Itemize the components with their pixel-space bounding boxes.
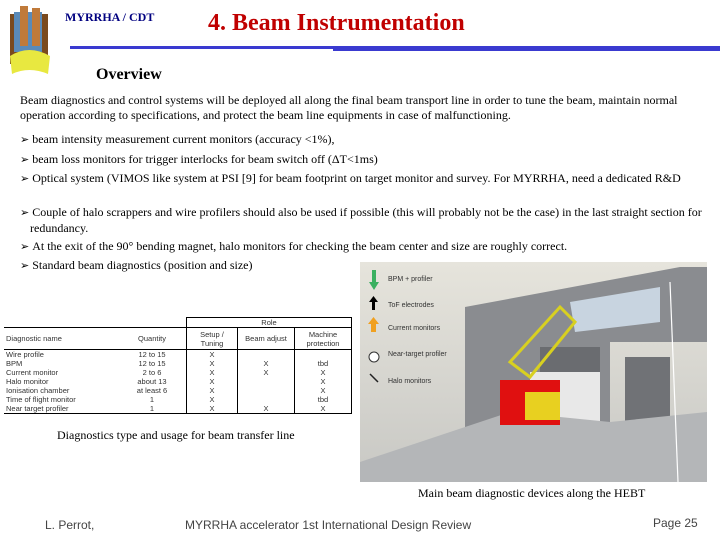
table-row (4, 377, 352, 386)
table-cell: X (238, 368, 295, 377)
table-cell: 12 to 15 (138, 350, 166, 359)
table-cell: Current monitor (6, 368, 59, 377)
table-cell: 1 (149, 395, 155, 404)
column-header: Quantity (118, 328, 187, 350)
column-header: Diagnostic name (4, 328, 118, 350)
arrow-bullet-icon: ➢ (20, 241, 30, 253)
table-cell: Time of flight monitor (6, 395, 76, 404)
table-row (4, 404, 352, 414)
table-row (4, 386, 352, 395)
arrow-bullet-icon: ➢ (20, 173, 30, 185)
hebt-diagram (360, 262, 707, 482)
table-row (4, 350, 352, 360)
table-cell: X (187, 377, 238, 386)
bullet-item: ➢ At the exit of the 90° bending magnet, halo monitors for checking the beam center and size are roughly correct. (20, 239, 568, 253)
table-cell: X (187, 359, 238, 368)
table-cell: BPM (6, 359, 23, 368)
bullet-item: ➢ beam loss monitors for trigger interlocks for beam switch off (ΔT<1ms) (20, 152, 378, 166)
table-cell (238, 395, 295, 404)
section-heading: Overview (96, 66, 162, 83)
table-cell: 12 to 15 (138, 359, 166, 368)
svg-text:Current monitors: Current monitors (388, 325, 441, 332)
table-cell: Ionisation chamber (6, 386, 70, 395)
svg-text:Halo monitors: Halo monitors (388, 378, 432, 385)
page-number: Page 25 (653, 516, 698, 530)
column-header: Machine protection (295, 328, 352, 350)
table-cell: X (187, 350, 238, 360)
table-cell: X (238, 359, 295, 368)
svg-text:ToF electrodes: ToF electrodes (388, 302, 434, 309)
near-target-profiler-icon (369, 352, 379, 362)
table-cell (295, 350, 352, 360)
svg-text:Near-target profiler: Near-target profiler (388, 351, 447, 358)
arrow-bullet-icon: ➢ (20, 207, 30, 219)
table-cell: tbd (295, 359, 352, 368)
figure-caption: Main beam diagnostic devices along the HEBT (418, 486, 646, 500)
column-header: Beam adjust (238, 328, 295, 350)
title-divider-thick (333, 46, 720, 51)
table-cell: at least 6 (136, 386, 168, 395)
table-cell: tbd (295, 395, 352, 404)
table-cell: 1 (118, 404, 187, 414)
role-header: Role (187, 318, 352, 328)
bullet-item: ➢ Optical system (VIMOS like system at PSI [9] for beam footprint on target monitor and survey. For MYRRHA, need a dedicated R&D (20, 171, 681, 185)
table-cell: Wire profile (6, 350, 44, 359)
table-cell: X (295, 404, 352, 414)
table-cell: X (187, 386, 238, 395)
table-cell (238, 350, 295, 360)
table-cell: about 13 (137, 377, 167, 386)
arrow-bullet-icon: ➢ (20, 154, 30, 166)
table-row (4, 368, 352, 377)
org-label: MYRRHA / CDT (65, 10, 155, 24)
table-cell: Halo monitor (6, 377, 49, 386)
slide-title: 4. Beam Instrumentation (208, 10, 465, 36)
myrrha-reactor-logo (4, 4, 60, 80)
footer-author: L. Perrot, (45, 518, 95, 532)
table-cell: X (295, 386, 352, 395)
table-caption: Diagnostics type and usage for beam transfer line (57, 428, 295, 442)
table-cell (238, 386, 295, 395)
svg-text:BPM + profiler: BPM + profiler (388, 276, 433, 283)
table-row (4, 359, 352, 368)
table-cell: X (187, 368, 238, 377)
table-cell: X (187, 395, 238, 404)
bullet-item: ➢ beam intensity measurement current monitors (accuracy <1%), (20, 132, 335, 146)
table-cell: Near target profiler (4, 404, 118, 414)
diagnostics-table (4, 317, 352, 414)
arrow-bullet-icon: ➢ (20, 260, 30, 272)
table-row (4, 395, 352, 404)
title-divider (70, 46, 335, 49)
table-cell: X (238, 404, 295, 414)
intro-paragraph: Beam diagnostics and control systems will be deployed all along the final beam transport line in order to tune the beam, maintain normal operation according to specifications, and protect the beam line equipments in case of malfunctioning. (20, 93, 678, 122)
arrow-bullet-icon: ➢ (20, 134, 30, 146)
table-cell: 2 to 6 (142, 368, 162, 377)
table-cell: X (295, 377, 352, 386)
table-cell: X (295, 368, 352, 377)
table-cell: X (187, 404, 238, 414)
footer-event: MYRRHA accelerator 1st International Design Review (185, 518, 472, 532)
bullet-item: ➢ Couple of halo scrappers and wire profilers should also be used if possible (this will probably not be the case) in the last straight section for redundancy. (20, 205, 702, 235)
column-header: Setup / Tuning (187, 328, 238, 350)
table-cell (238, 377, 295, 386)
bullet-item: ➢ Standard beam diagnostics (position and size) (20, 258, 253, 272)
